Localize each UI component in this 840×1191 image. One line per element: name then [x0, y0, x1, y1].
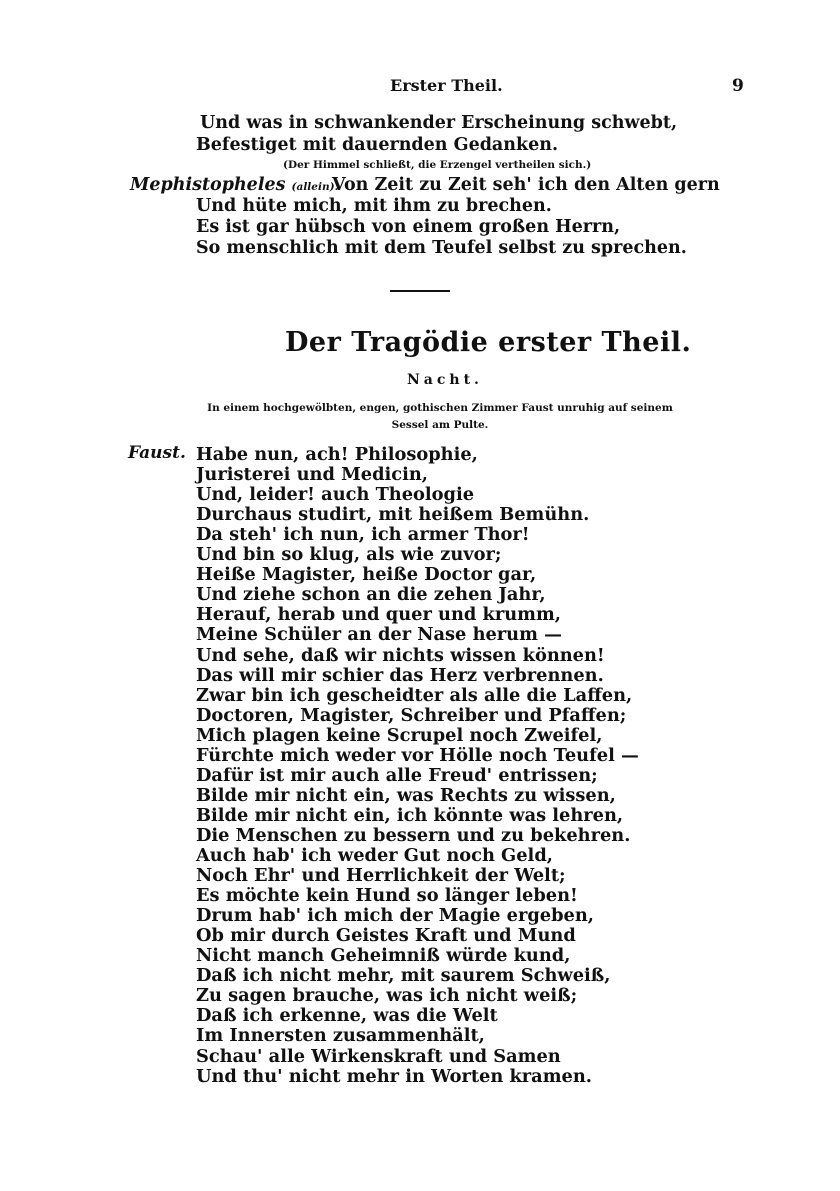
running-title: Erster Theil.: [390, 76, 503, 95]
speaker-name: [130, 175, 338, 195]
verse-line: Auch hab' ich weder Gut noch Geld,: [196, 845, 553, 866]
verse-line: Habe nun, ach! Philosophie,: [196, 444, 478, 465]
scene-heading: Nacht.: [407, 372, 483, 388]
section-divider: [390, 290, 450, 292]
verse-line: Es möchte kein Hund so länger leben!: [196, 885, 578, 907]
verse-line: Es ist gar hübsch von einem großen Herrn,: [196, 217, 621, 237]
verse-line: Durchaus studirt, mit heißem Bemühn.: [196, 504, 590, 526]
scene-stage-direction: [160, 400, 720, 434]
verse-line: Dafür ist mir auch alle Freud' entrissen;: [196, 764, 598, 786]
verse-line: Und bin so klug, als wie zuvor;: [196, 544, 502, 566]
verse-line: Und hüte mich, mit ihm zu brechen.: [196, 196, 552, 216]
verse-line: Und thu' nicht mehr in Worten kramen.: [196, 1065, 592, 1087]
verse-line: Und sehe, daß wir nichts wissen können!: [196, 644, 605, 666]
verse-line: Noch Ehr' und Herrlichkeit der Welt;: [196, 865, 566, 887]
verse-line: Meine Schüler an der Nase herum —: [196, 624, 562, 646]
verse-line: Bilde mir nicht ein, was Rechts zu wissen,: [196, 784, 616, 806]
verse-line: So menschlich mit dem Teufel selbst zu sprechen.: [196, 238, 687, 258]
verse-line: Befestiget mit dauernden Gedanken.: [196, 135, 559, 155]
speaker-faust: Faust.: [128, 443, 186, 463]
verse-line: Im Innersten zusammenhält,: [196, 1025, 485, 1047]
stage-direction: (Der Himmel schließt, die Erzengel vertheilen sich.): [283, 159, 592, 171]
verse-line: Da steh' ich nun, ich armer Thor!: [196, 524, 530, 546]
verse-line: Schau' alle Wirkenskraft und Samen: [196, 1045, 561, 1067]
verse-line: Nicht manch Geheimniß würde kund,: [196, 945, 571, 967]
verse-line: Daß ich nicht mehr, mit saurem Schweiß,: [196, 965, 611, 987]
verse-line: Heiße Magister, heiße Doctor gar,: [196, 564, 537, 586]
verse-line: Mich plagen keine Scrupel noch Zweifel,: [196, 724, 603, 746]
verse-line: Herauf, herab und quer und krumm,: [196, 604, 561, 626]
verse-line: Drum hab' ich mich der Magie ergeben,: [196, 905, 594, 927]
stage-direction-line: In einem hochgewölbten, engen, gothischen Zimmer Faust unruhig auf seinem: [207, 402, 673, 414]
verse-line: Juristerei und Medicin,: [196, 464, 428, 486]
verse-line: Die Menschen zu bessern und zu bekehren.: [196, 824, 631, 846]
verse-line: Und ziehe schon an die zehen Jahr,: [196, 584, 546, 606]
verse-line: Und was in schwankender Erscheinung schwebt,: [200, 113, 678, 133]
verse-line: Zwar bin ich gescheidter als alle die Laffen,: [196, 684, 633, 706]
verse-line: Fürchte mich weder vor Hölle noch Teufel —: [196, 744, 639, 766]
verse-line: Daß ich erkenne, was die Welt: [196, 1005, 498, 1027]
speaker-label: Mephistopheles: [130, 175, 286, 195]
speaker-note: (allein).: [291, 181, 339, 193]
verse-line: Und, leider! auch Theologie: [196, 484, 475, 506]
verse-line: Zu sagen brauche, was ich nicht weiß;: [196, 985, 578, 1007]
section-title: Der Tragödie erster Theil.: [285, 327, 692, 358]
verse-line: Das will mir schier das Herz verbrennen.: [196, 664, 604, 686]
page-number: 9: [732, 76, 744, 96]
verse-line: Ob mir durch Geistes Kraft und Mund: [196, 925, 576, 947]
verse-line: Doctoren, Magister, Schreiber und Pfaffen;: [196, 704, 627, 726]
verse-line: Bilde mir nicht ein, ich könnte was lehren,: [196, 804, 624, 826]
verse-line: Von Zeit zu Zeit seh' ich den Alten gern: [332, 175, 720, 195]
stage-direction-line: Sessel am Pulte.: [391, 419, 489, 431]
